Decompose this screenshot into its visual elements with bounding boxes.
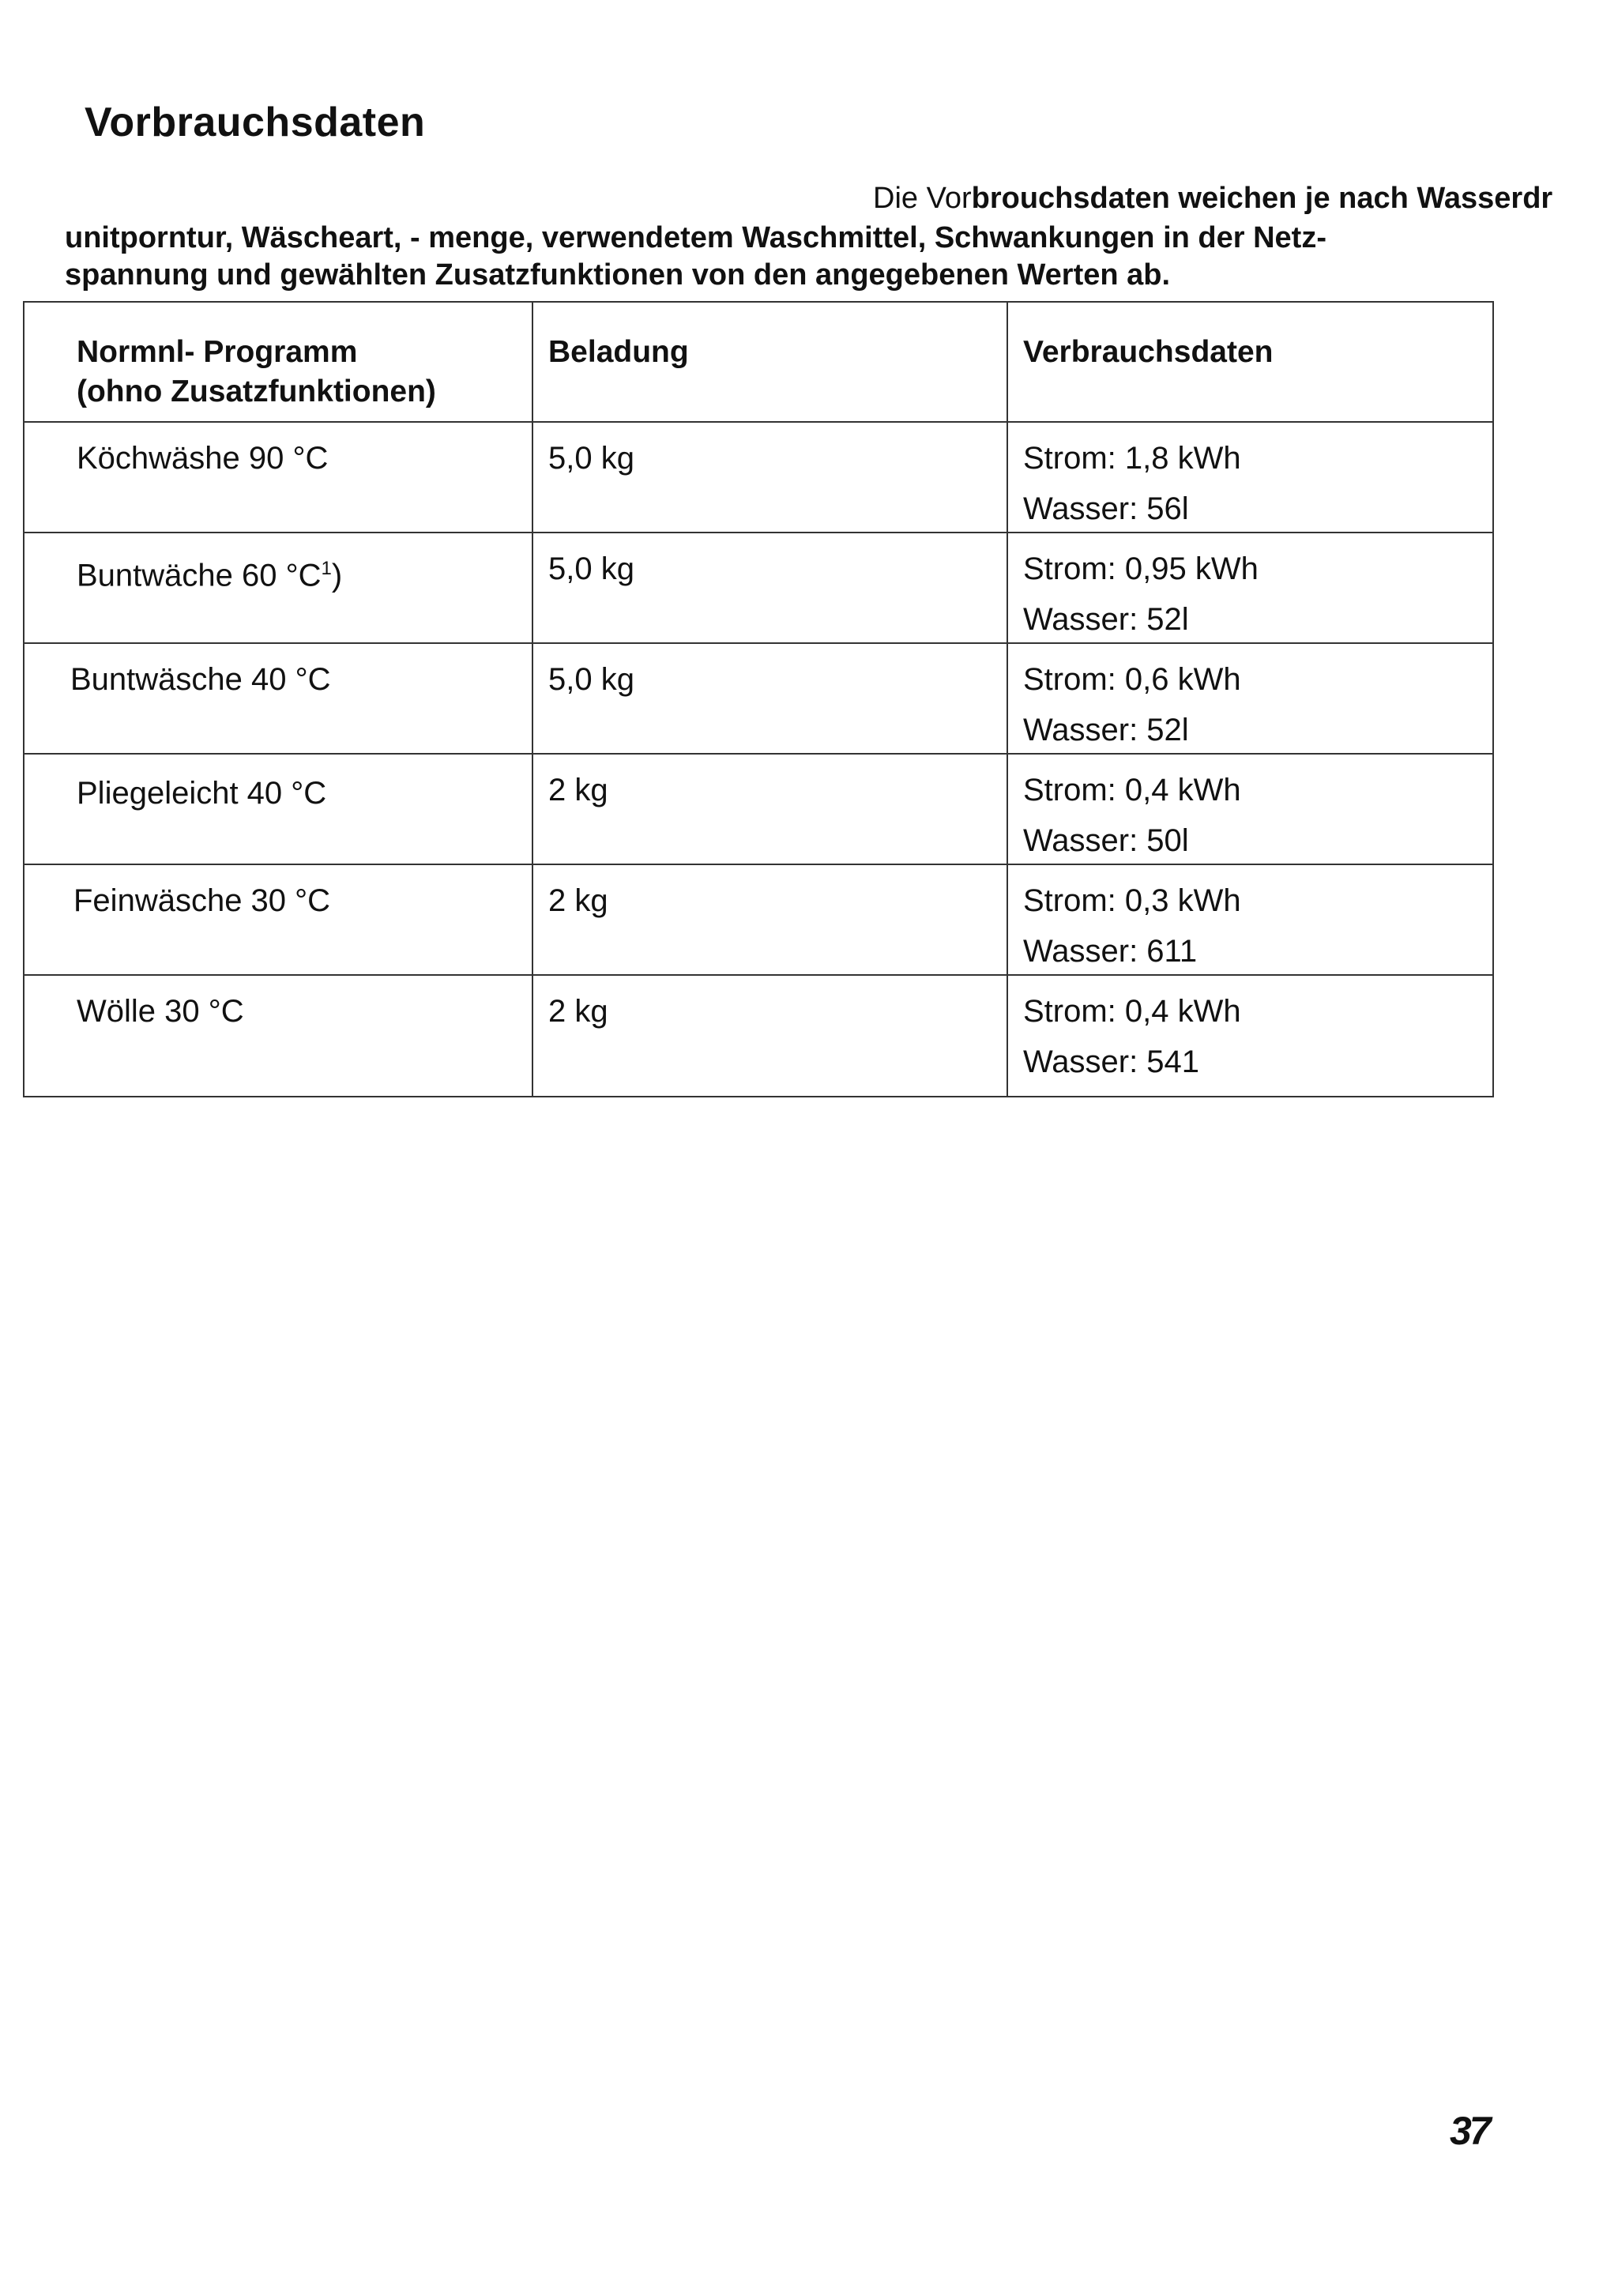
- table-row: [24, 643, 1493, 754]
- table-header-row: [24, 302, 1493, 422]
- power-value: Strom: 0,4 kWh: [1023, 773, 1241, 807]
- intro-line-1-bold: brouchsdaten weichen je nach Wasserdr: [971, 182, 1553, 215]
- program-name: Wölle 30 °C: [77, 994, 244, 1029]
- consumption-cell: [1007, 754, 1493, 864]
- header-program-line-1: Normnl- Programm: [77, 335, 358, 369]
- header-program: [24, 302, 532, 422]
- intro-line-3: spannung und gewählten Zusatzfunktionen von den angegebenen Werten ab.: [65, 258, 1171, 292]
- program-suffix: ): [331, 558, 343, 593]
- intro-line-2: unitporntur, Wäscheart, - menge, verwendetem Waschmittel, Schwankungen in der Netz-: [65, 221, 1326, 254]
- program-name: Buntwäsche 40 °C: [70, 662, 331, 697]
- program-cell: [24, 422, 532, 533]
- power-value: Strom: 0,6 kWh: [1023, 662, 1241, 697]
- footnote-marker: 1: [321, 558, 332, 579]
- load-cell: [532, 422, 1007, 533]
- power-value: Strom: 0,4 kWh: [1023, 994, 1241, 1029]
- load-value: 5,0 kg: [548, 662, 634, 697]
- table-row: [24, 422, 1493, 533]
- water-value: Wasser: 611: [1023, 934, 1198, 969]
- water-value: Wasser: 52l: [1023, 602, 1189, 637]
- power-value: Strom: 0,95 kWh: [1023, 551, 1259, 586]
- program-cell: [24, 975, 532, 1097]
- load-cell: [532, 975, 1007, 1097]
- load-value: 5,0 kg: [548, 441, 634, 476]
- page-number: 37: [1450, 2109, 1489, 2153]
- header-load-label: Beladung: [548, 335, 689, 369]
- program-name: Feinwäsche 30 °C: [73, 883, 331, 918]
- header-load: [532, 302, 1007, 422]
- consumption-cell: [1007, 533, 1493, 643]
- intro-line-1: [873, 182, 1552, 216]
- intro-line-1-plain: Die Vor: [873, 182, 972, 215]
- consumption-cell: [1007, 643, 1493, 754]
- load-cell: [532, 643, 1007, 754]
- load-cell: [532, 533, 1007, 643]
- program-name: Köchwäshe 90 °C: [77, 441, 329, 476]
- water-value: Wasser: 52l: [1023, 713, 1189, 747]
- consumption-table: [23, 301, 1494, 1097]
- load-value: 2 kg: [548, 773, 608, 807]
- water-value: Wasser: 56l: [1023, 491, 1189, 526]
- header-consumption: [1007, 302, 1493, 422]
- load-cell: [532, 754, 1007, 864]
- program-cell: [24, 643, 532, 754]
- program-cell: [24, 864, 532, 975]
- program-name: Pliegeleicht 40 °C: [77, 776, 327, 811]
- header-program-line-2: (ohno Zusatzfunktionen): [77, 375, 436, 408]
- load-value: 2 kg: [548, 994, 608, 1029]
- water-value: Wasser: 50l: [1023, 823, 1189, 858]
- power-value: Strom: 0,3 kWh: [1023, 883, 1241, 918]
- load-value: 2 kg: [548, 883, 608, 918]
- table-row: [24, 754, 1493, 864]
- consumption-cell: [1007, 422, 1493, 533]
- water-value: Wasser: 541: [1023, 1044, 1200, 1079]
- consumption-cell: [1007, 864, 1493, 975]
- load-cell: [532, 864, 1007, 975]
- program-cell: [24, 533, 532, 643]
- power-value: Strom: 1,8 kWh: [1023, 441, 1241, 476]
- table-row: [24, 533, 1493, 643]
- program-name: Buntwäche 60 °C: [77, 558, 322, 593]
- program-cell: [24, 754, 532, 864]
- header-consumption-label: Verbrauchsdaten: [1023, 335, 1274, 369]
- table-row: [24, 864, 1493, 975]
- page-title: Vorbrauchsdaten: [85, 100, 426, 145]
- load-value: 5,0 kg: [548, 551, 634, 586]
- consumption-cell: [1007, 975, 1493, 1097]
- table-row: [24, 975, 1493, 1097]
